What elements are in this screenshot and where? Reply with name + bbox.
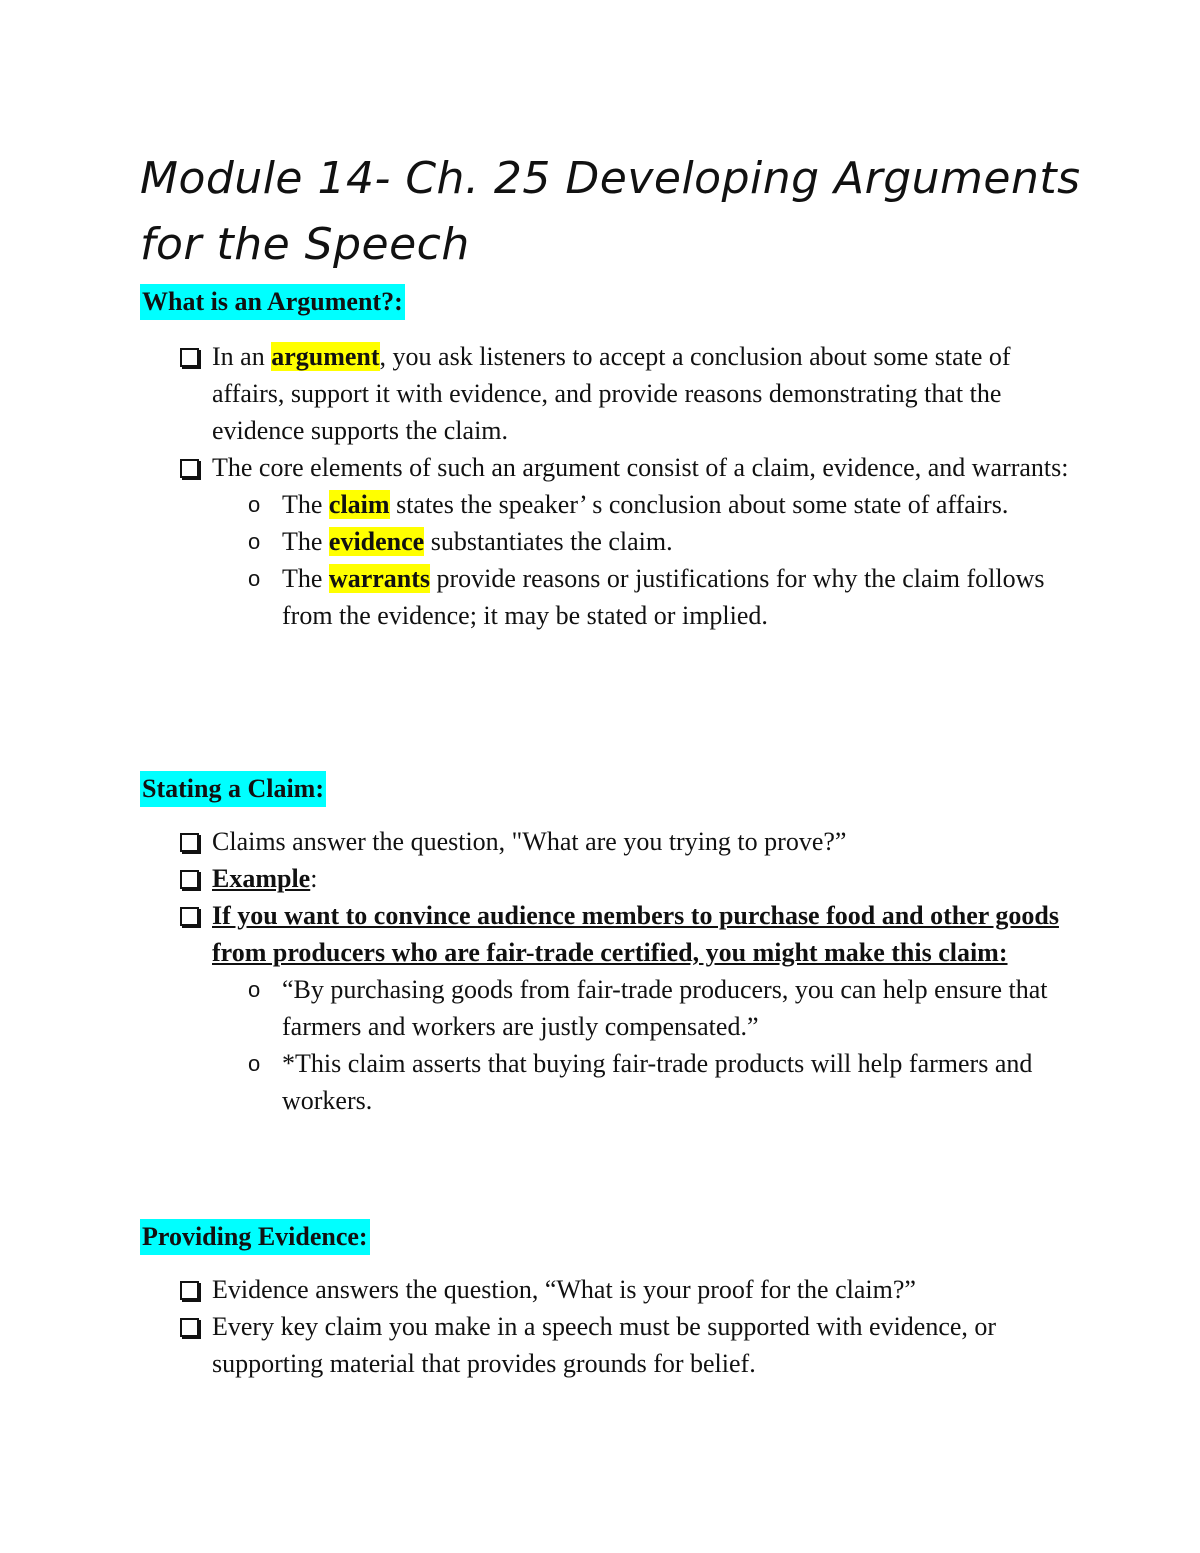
checkbox-bullet-icon [180,1318,199,1337]
list-item [140,897,1080,1119]
bullet-list [140,338,1080,634]
section-heading: Stating a Claim: [140,771,326,807]
sub-list-item: o The claim states the speaker’ s conclusion about some state of affairs. [140,486,1080,523]
circle-bullet-icon: o [248,492,261,517]
checkbox-bullet-icon [180,348,199,367]
circle-bullet-icon: o [248,977,261,1002]
circle-bullet-icon: o [248,1051,261,1076]
section-heading: What is an Argument?: [140,284,405,320]
example-label: Example [212,864,311,893]
list-item: Example: [140,860,1080,897]
section-heading: Providing Evidence: [140,1219,370,1255]
sub-list [212,971,1080,1119]
highlighted-term: warrants [328,564,431,593]
circle-bullet-icon: o [248,529,261,554]
sub-list [212,486,1080,634]
circle-bullet-icon: o [248,566,261,591]
list-item: Every key claim you make in a speech must be supported with evidence, or supporting material that provides grounds for belief. [140,1308,1080,1382]
highlighted-term: claim [328,490,390,519]
checkbox-bullet-icon [180,459,199,478]
sub-list-item: o *This claim asserts that buying fair-trade products will help farmers and workers. [140,1045,1080,1119]
highlighted-term: evidence [328,527,425,556]
sub-list-item: o “By purchasing goods from fair-trade producers, you can help ensure that farmers and workers are justly compensated.” [140,971,1080,1045]
bullet-list [140,1271,1080,1382]
list-item: Claims answer the question, "What are you trying to prove?” [140,823,1080,860]
section-what-is-argument [140,284,1080,634]
section-providing-evidence [140,1219,1080,1382]
page-title: Module 14- Ch. 25 Developing Arguments for the Speech [140,153,1081,270]
example-text: If you want to convince audience members to purchase food and other goods from producers who are fair-trade certified, you might make this claim: [212,901,1059,967]
section-stating-claim [140,771,1080,1119]
highlighted-term: argument [271,342,380,371]
list-item: Evidence answers the question, “What is your proof for the claim?” [140,1271,1080,1308]
list-item: The core elements of such an argument consist of a claim, evidence, and warrants: o The claim states the speaker’ s conclusion about some state of affairs. o The evidence substantiates the claim. o The warrants provide reasons or justifications for why the claim follows from the evidence; it may be stated or implied. [140,449,1080,634]
sub-list-item: o The evidence substantiates the claim. [140,523,1080,560]
list-item: In an argument, you ask listeners to accept a conclusion about some state of affairs, support it with evidence, and provide reasons demonstrating that the evidence supports the claim. [140,338,1080,449]
checkbox-bullet-icon [180,870,199,889]
sub-list-item: o The warrants provide reasons or justifications for why the claim follows from the evidence; it may be stated or implied. [140,560,1080,634]
checkbox-bullet-icon [180,907,199,926]
checkbox-bullet-icon [180,1281,199,1300]
bullet-list [140,823,1080,1119]
checkbox-bullet-icon [180,833,199,852]
